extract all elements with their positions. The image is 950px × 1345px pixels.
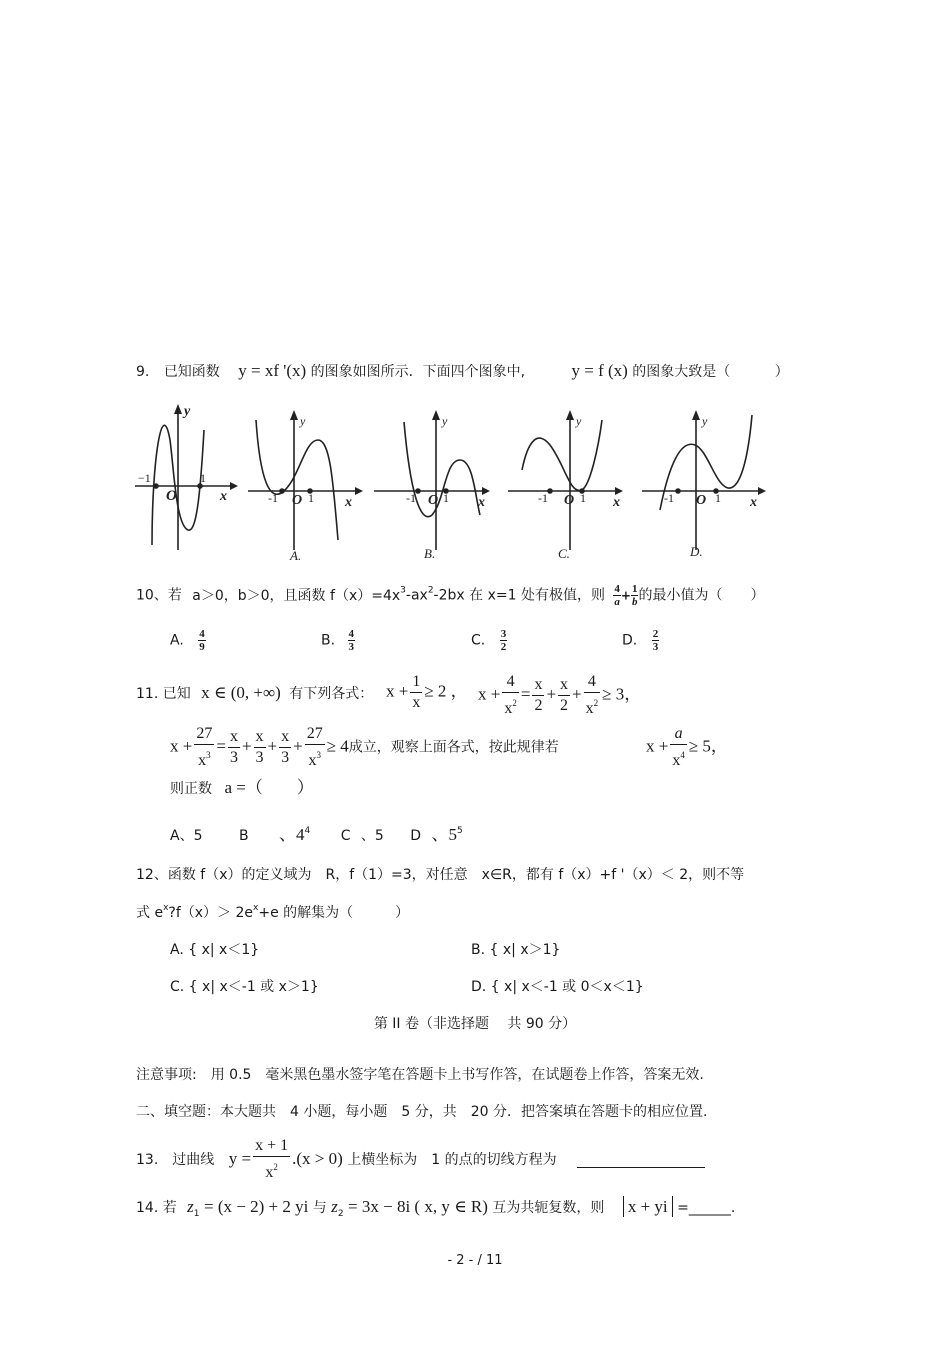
q11-formula-1: x + $\frac{1}{x}$ ≥ 2 ，	[386, 673, 468, 711]
q12-line-1: 12、函数 f（x）的定义域为 R，f（1）=3，对任意 x∈R，都有 f（x）+f '（x）＜ 2，则不等	[136, 867, 745, 883]
svg-text:C.: C.	[558, 546, 570, 561]
svg-text:y: y	[702, 414, 708, 428]
svg-text:−1: −1	[138, 471, 151, 485]
q12-line-2: 式 $e^x?f(x)> 2e^x+e$ 的解集为（ ）	[136, 903, 410, 921]
q10-line: 10、若 a＞0，b＞0，且函数 $f(x)=4x^3-ax^2-2bx$ 在 x=1 处有极值，则 $\frac{4}{a}$ + $\frac{1}{b}$ 的最小值为（ ）	[136, 583, 765, 608]
q11-options: A、5 B 、$4^4$ C 、5 D 、$5^5$	[170, 825, 463, 844]
svg-text:x: x	[613, 495, 620, 510]
svg-text:O: O	[428, 493, 439, 508]
page-number: - 2 - / 11	[447, 1253, 503, 1268]
svg-text:x: x	[750, 495, 757, 510]
q12-option-b: B. { x| x＞1}	[471, 942, 561, 958]
svg-text:A.: A.	[290, 548, 302, 563]
svg-text:y: y	[576, 414, 582, 428]
svg-text:x: x	[345, 495, 352, 510]
svg-text:x: x	[478, 495, 485, 510]
q13-line: 13. 过曲线 y = $\frac{x + 1}{x^2}$ .(x > 0) 上横坐标为 1 的点的切线方程为	[136, 1136, 705, 1183]
q10-option-b: B. $\frac{4}{3}$	[321, 628, 355, 653]
q11-ask: 则正数 a =（ ）	[170, 778, 314, 797]
svg-text:-1: -1	[268, 491, 278, 505]
q14-line: 14. 若 $z_1 = (x - 2) + 2$ yi 与 $z_2 = 3x - 8i$ ( x, y ∈ R) 互为共轭复数，则 x + yi =______.	[136, 1197, 736, 1219]
svg-text:1: 1	[715, 491, 721, 505]
svg-text:-1: -1	[664, 491, 674, 505]
svg-text:1: 1	[443, 491, 449, 505]
svg-text:1: 1	[308, 491, 314, 505]
q10-option-d: D. $\frac{2}{3}$	[622, 628, 659, 653]
svg-text:-1: -1	[406, 491, 416, 505]
svg-text:D.: D.	[690, 544, 703, 559]
q11-formula-2: x + $\frac{4}{x^2}$ = $\frac{x}{2}$ + $\frac{x}{2}$ + $\frac{4}{x^2}$ ≥ 3，	[478, 673, 642, 717]
svg-text:y: y	[300, 414, 306, 428]
q12-option-d: D. { x| x＜-1 或 0＜x＜1}	[471, 979, 644, 995]
section-2-heading: 二、填空题：本大题共 4 小题，每小题 5 分，共 20 分．把答案填在答题卡的相应位置.	[136, 1104, 708, 1120]
q11-formula-4: x + $\frac{a}{x^4}$ ≥ 5，	[646, 725, 728, 769]
option-c-curve	[522, 420, 602, 491]
q9-line: 9. 已知函数 y = xf '(x) 的图象如图所示．下面四个图象中, y = f (x) 的图象大致是（ ）	[136, 361, 789, 380]
q10-option-a: A. $\frac{4}{9}$	[170, 628, 205, 653]
q12-option-a: A. { x| x＜1}	[170, 942, 260, 958]
svg-text:-1: -1	[538, 491, 548, 505]
q13-answer-blank	[577, 1167, 705, 1168]
svg-text:y: y	[184, 404, 191, 419]
q10-option-c: C. $\frac{3}{2}$	[471, 628, 507, 653]
svg-text:O: O	[292, 493, 303, 508]
svg-text:y: y	[442, 414, 448, 428]
q9-number: 9.	[136, 364, 150, 380]
svg-text:O: O	[564, 493, 575, 508]
notice: 注意事项: 用 0.5 毫米黑色墨水签字笔在答题卡上书写作答，在试题卷上作答，答案无效.	[136, 1067, 704, 1083]
svg-text:1: 1	[580, 491, 586, 505]
svg-text:O: O	[696, 493, 707, 508]
svg-text:O: O	[166, 488, 177, 504]
q11-intro: 11. 已知 x ∈ (0, +∞) 有下列各式：	[136, 683, 374, 702]
q12-option-c: C. { x| x＜-1 或 x＞1}	[170, 979, 319, 995]
q9-graphs	[130, 400, 770, 565]
q11-formula-3: x + $\frac{27}{x^3}$ = $\frac{x}{3}$ + $\frac{x}{3}$ + $\frac{x}{3}$ + $\frac{27}{x^3}$ ≥ 4成立，观察上面各式，按此规律若	[170, 725, 559, 769]
option-a-curve	[256, 420, 338, 540]
svg-text:B.: B.	[424, 546, 436, 561]
svg-text:1: 1	[200, 471, 206, 485]
svg-text:x: x	[220, 489, 227, 504]
part2-heading: 第 II 卷（非选择题 共 90 分）	[373, 1016, 577, 1032]
